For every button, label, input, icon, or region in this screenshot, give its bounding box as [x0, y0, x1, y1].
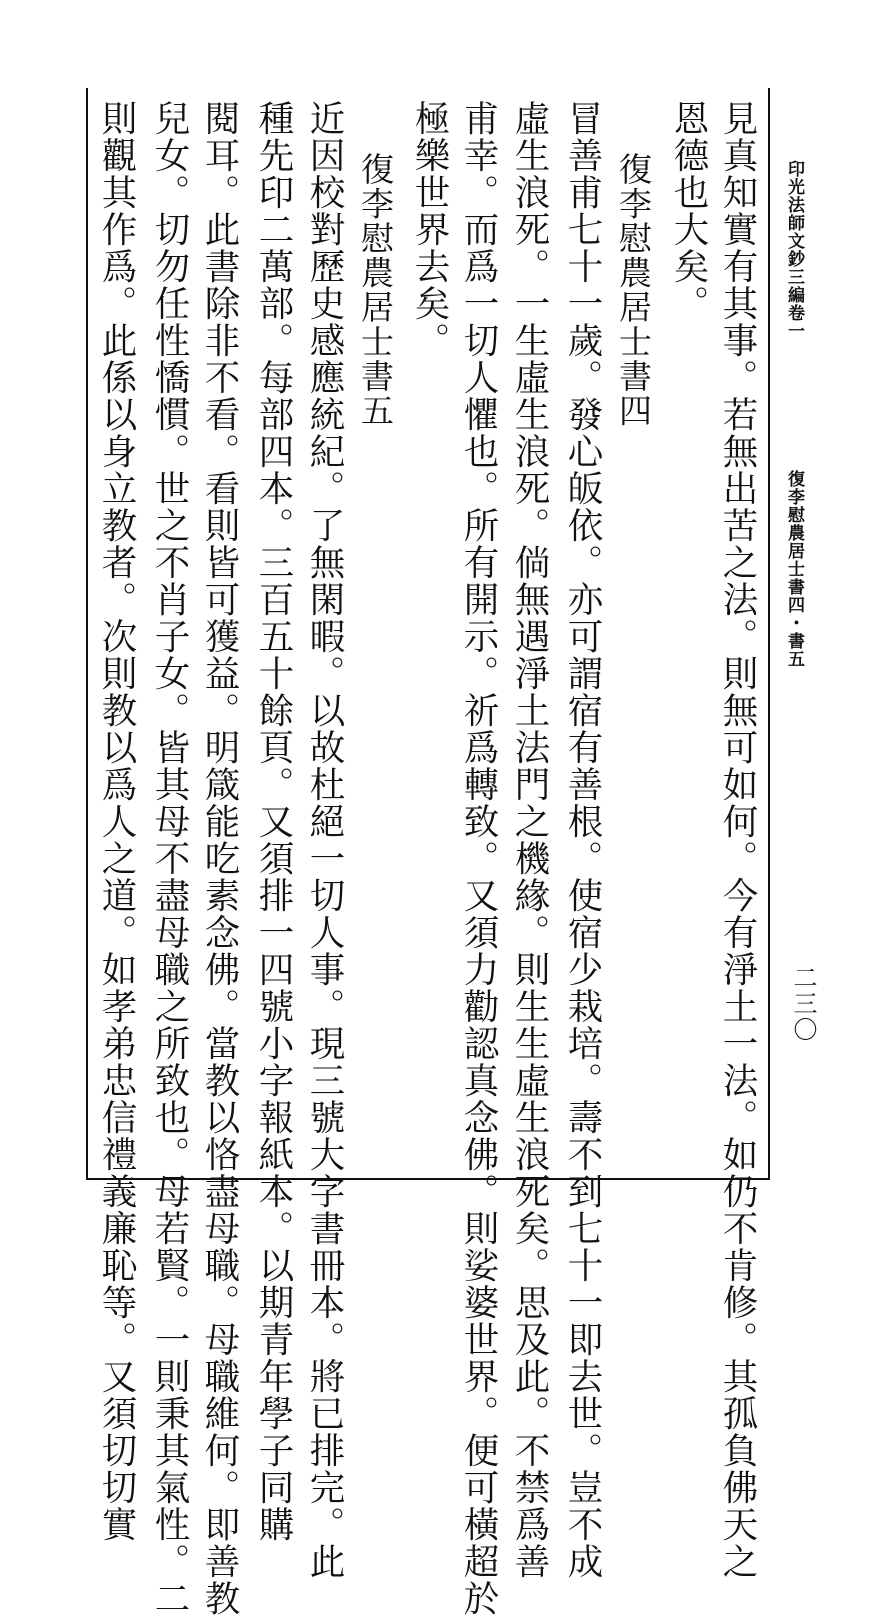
letter-heading: 復李慰農居士書四 [614, 152, 653, 428]
text-column: 近因校對歷史感應統紀。了無閑暇。以故杜絕一切人事。現三號大字書冊本。將已排完。此 [304, 100, 345, 1580]
running-head-section-title: 復李慰農居士書四・書五 [784, 470, 804, 668]
frame-left-rule [86, 88, 88, 1180]
letter-heading: 復李慰農居士書五 [356, 152, 395, 428]
text-column: 恩德也大矣。 [668, 100, 709, 322]
frame-right-rule [768, 88, 770, 1180]
page-number: 二三〇 [789, 965, 817, 1043]
text-column: 虛生浪死。一生虛生浪死。倘無遇淨土法門之機緣。則生生虛生浪死矣。思及此。不禁爲善 [509, 100, 550, 1580]
text-column: 甫幸。而爲一切人懼也。所有開示。祈爲轉致。又須力勸認真念佛。則娑婆世界。便可橫超於 [458, 100, 499, 1617]
text-column: 兒女。切勿任性憍慣。世之不肖子女。皆其母不盡母職之所致也。母若賢。一則秉其氣性。二 [149, 100, 190, 1617]
text-column: 閱耳。此書除非不看。看則皆可獲益。明箴能吃素念佛。當教以恪盡母職。母職維何。即善教 [199, 100, 240, 1617]
text-column: 見真知實有其事。若無出苦之法。則無可如何。今有淨土一法。如仍不肯修。其孤負佛天之 [717, 100, 758, 1580]
running-head-book-title: 印光法師文鈔三編卷一 [784, 160, 804, 340]
text-column: 極樂世界去矣。 [409, 100, 450, 359]
text-column: 種先印二萬部。每部四本。三百五十餘頁。又須排一四號小字報紙本。以期青年學子同購 [253, 100, 294, 1543]
text-column: 冒善甫七十一歲。發心皈依。亦可謂宿有善根。使宿少栽培。壽不到七十一即去世。豈不成 [562, 100, 603, 1580]
text-column: 則觀其作爲。此係以身立教者。次則教以爲人之道。如孝弟忠信禮義廉恥等。又須切切實 [96, 100, 137, 1543]
